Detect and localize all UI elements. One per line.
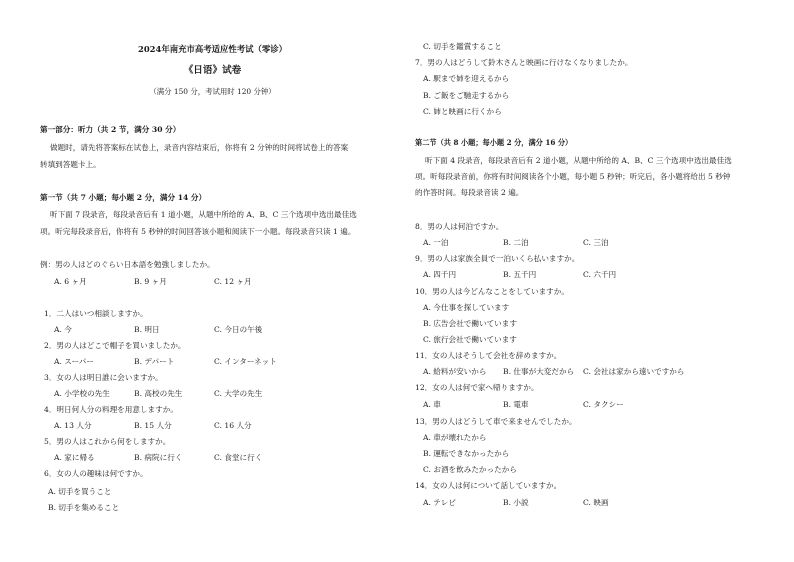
option-a: A. スーパー (54, 357, 94, 366)
option-a: A. 今 (54, 325, 72, 334)
question-text: 8．男の人は何泊ですか。 (415, 222, 504, 231)
question-text: 11．女の人はそうして会社を辞めますか。 (415, 351, 562, 360)
option-a: A. 小学校の先生 (54, 389, 110, 398)
option-b: B. 切手を集めること (48, 503, 120, 512)
option-b: B. 仕事が大変だから (503, 367, 575, 376)
option-a: A. 車が壊れたから (423, 433, 487, 442)
option-b: B. 広告会社で働いています (423, 319, 517, 328)
option-b: B. 高校の先生 (134, 389, 183, 398)
option-b: B. 小説 (503, 498, 529, 507)
question-text: 5．男の人はこれから何をしますか。 (44, 437, 171, 446)
option-c: C. 16 人分 (214, 421, 252, 430)
option-c: C. 食堂に行く (214, 453, 263, 462)
option-b: B. 二泊 (503, 238, 529, 247)
option-c: C. 六千円 (583, 270, 617, 279)
option-c: C. 旅行会社で働いています (423, 335, 517, 344)
option-b: B. 電車 (503, 400, 529, 409)
option-a: A. 駅まで姉を迎えるから (423, 74, 510, 83)
question-text: 12．女の人は何で家へ帰りますか。 (415, 383, 539, 392)
option-a: A. 車 (423, 400, 441, 409)
option-b: B. 五千円 (503, 270, 537, 279)
option-a: A. 今仕事を探しています (423, 303, 510, 312)
example-option-a: A. 6 ヶ月 (54, 277, 87, 286)
section2-intro-line2: 项。听每段录音前，你将有时间阅读各个小题，每小题 5 秒钟；听完后，各小题将给出 5 秒钟 (415, 172, 731, 181)
section2-intro-line3: 的作答时间。每段录音读 2 遍。 (415, 188, 524, 197)
option-a: A. 一泊 (423, 238, 449, 247)
exam-meta: （满分 150 分，考试用时 120 分钟） (149, 87, 276, 96)
option-a: A. 四千円 (423, 270, 457, 279)
exam-title: 2024年南充市高考适应性考试（零诊） (138, 44, 287, 54)
option-a: A. 家に帰る (54, 453, 95, 462)
option-c: C. 大学の先生 (214, 389, 263, 398)
right-column (415, 0, 765, 562)
option-a: A. 給料が安いから (423, 367, 487, 376)
section1-intro-line2: 项。听完每段录音后，你将有 5 秒钟的时间回答该小题和阅读下一小题。每段录音只读 1 遍。 (40, 227, 356, 236)
option-c: C. 姉と映画に行くから (423, 107, 502, 116)
section1-heading: 第一节（共 7 小题；每小题 2 分，满分 14 分） (40, 193, 207, 202)
question-text: 7．男の人はどうして鈴木さんと映画に行けなくなりましたか。 (415, 58, 633, 67)
option-c: C. 映画 (583, 498, 609, 507)
section2-heading: 第二节（共 8 小题；每小题 2 分，满分 16 分） (415, 138, 573, 147)
part1-heading: 第一部分：听力（共 2 节，满分 30 分） (40, 125, 181, 134)
option-c: C. インターネット (214, 357, 277, 366)
q6-option-c: C. 切手を鑑賞すること (423, 42, 502, 51)
option-a: A. 切手を買うこと (48, 487, 112, 496)
option-c: C. 今日の午後 (214, 325, 263, 334)
option-b: B. 明日 (134, 325, 160, 334)
section2-intro-line1: 听下面 4 段录音，每段录音后有 2 道小题，从题中所给的 A、B、C 三个选项中选出最佳选 (425, 156, 732, 165)
option-b: B. 運転できなかったから (423, 449, 510, 458)
question-text: 14．女の人は何について話していますか。 (415, 481, 562, 490)
question-text: 6．女の人の趣味は何ですか。 (44, 469, 148, 478)
option-c: C. 会社は家から遠いですから (583, 367, 685, 376)
question-text: 3．女の人は明日誰に会いますか。 (44, 373, 163, 382)
option-b: B. 15 人分 (134, 421, 172, 430)
option-a: A. テレビ (423, 498, 456, 507)
option-b: B. デパート (134, 357, 175, 366)
option-c: C. 三泊 (583, 238, 609, 247)
question-text: 1．二人はいつ相談しますか。 (44, 309, 148, 318)
question-text: 9．男の人は家族全員で一泊いくら払いますか。 (415, 254, 580, 263)
part1-intro-line2: 转填到答题卡上。 (40, 160, 101, 169)
question-text: 13．男の人はどうして車で来ませんでしたか。 (415, 417, 577, 426)
option-c: C. タクシー (583, 400, 624, 409)
question-text: 10．男の人は今どんなことをしていますか。 (415, 287, 569, 296)
question-text: 2．男の人はどこで帽子を買いましたか。 (44, 341, 186, 350)
option-b: B. ご飯をご馳走するから (423, 91, 510, 100)
option-b: B. 病院に行く (134, 453, 183, 462)
example-option-b: B. 9 ヶ月 (134, 277, 167, 286)
option-c: C. お酒を飲みたかったから (423, 465, 517, 474)
subject-title: 《日语》试卷 (183, 65, 242, 76)
left-column (40, 0, 385, 562)
question-text: 4．明日何人分の料理を用意しますか。 (44, 405, 178, 414)
section1-intro-line1: 听下面 7 段录音，每段录音后有 1 道小题，从题中所给的 A、B、C 三个选项中选出最佳选 (50, 210, 357, 219)
option-a: A. 13 人分 (54, 421, 92, 430)
part1-intro-line1: 做题时，请先将答案标在试卷上，录音内容结束后，你将有 2 分钟的时间将试卷上的答案 (50, 143, 349, 152)
example-question: 例：男の人はどのぐらい日本語を勉強しましたか。 (40, 260, 215, 269)
example-option-c: C. 12 ヶ月 (214, 277, 252, 286)
